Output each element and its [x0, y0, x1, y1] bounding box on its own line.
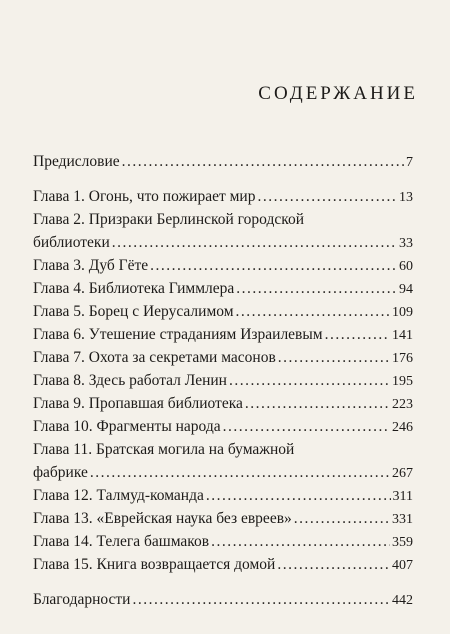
toc-leader-dots: [229, 369, 390, 392]
toc-leader-dots: [112, 231, 397, 254]
toc-entry-label: Глава 11. Братская могила на бумажной: [33, 441, 295, 458]
toc-entry-label: Глава 12. Талмуд-команда: [33, 487, 204, 504]
toc-leader-dots: [236, 277, 397, 300]
toc-entry-page: 13: [399, 190, 413, 205]
toc-leader-dots: [278, 346, 390, 369]
toc-leader-dots: [211, 530, 390, 553]
toc-leader-dots: [90, 461, 390, 484]
toc-entry-page: 60: [399, 259, 413, 274]
toc-entry: [33, 415, 413, 438]
toc-entry-label: Глава 15. Книга возвращается домой: [33, 556, 276, 573]
toc-leader-dots: [257, 185, 397, 208]
toc-leader-dots: [277, 553, 390, 576]
toc-entry-label: Предисловие: [33, 153, 120, 170]
toc-entry: [33, 300, 413, 323]
toc-entry-page: 33: [399, 236, 413, 251]
toc-entry: [33, 277, 413, 300]
toc-leader-dots: [294, 507, 390, 530]
toc-entry-page: 359: [392, 535, 413, 550]
toc-entry: [33, 346, 413, 369]
toc-leader-dots: [236, 300, 390, 323]
toc-entry-page: 7: [406, 155, 413, 170]
toc-entry-page: 311: [392, 489, 413, 504]
toc-leader-dots: [150, 254, 397, 277]
toc-leader-dots: [245, 392, 390, 415]
toc-entry-label: библиотеки: [33, 234, 110, 251]
toc-entry: [33, 150, 413, 173]
toc-entry-label: Глава 6. Утешение страданиям Израилевым: [33, 326, 323, 343]
toc-entry: [33, 507, 413, 530]
toc-leader-dots: [325, 323, 390, 346]
toc-entry: [33, 438, 413, 461]
toc-entry-page: 109: [392, 305, 413, 320]
toc-entry-page: 223: [392, 397, 413, 412]
show-through-text: [60, 60, 390, 71]
toc-entry: [33, 231, 413, 254]
toc-entry-label: Глава 14. Телега башмаков: [33, 533, 210, 550]
toc-entry-page: 267: [392, 466, 413, 481]
toc-entry-label: Благодарности: [33, 591, 131, 608]
show-through-text: [60, 48, 390, 59]
table-of-contents: [33, 150, 413, 611]
toc-entry-label: Глава 8. Здесь работал Ленин: [33, 372, 227, 389]
toc-entry-label: Глава 1. Огонь, что пожирает мир: [33, 188, 256, 205]
toc-entry-label: Глава 13. «Еврейская наука без евреев»: [33, 510, 292, 527]
toc-entry: [33, 530, 413, 553]
toc-entry-page: 141: [392, 328, 413, 343]
show-through-text: [60, 72, 390, 83]
toc-entry-label: Глава 5. Борец с Иерусалимом: [33, 303, 234, 320]
toc-entry-label: Глава 4. Библиотека Гиммлера: [33, 280, 235, 297]
toc-leader-dots: [223, 415, 390, 438]
toc-entry: [33, 185, 413, 208]
toc-leader-dots: [132, 588, 390, 611]
toc-entry-page: 176: [392, 351, 413, 366]
toc-entry-page: 195: [392, 374, 413, 389]
toc-entry-label: Глава 7. Охота за секретами масонов: [33, 349, 276, 366]
toc-entry: [33, 553, 413, 576]
toc-entry: [33, 484, 413, 507]
toc-entry: [33, 254, 413, 277]
page-title: СОДЕРЖАНИЕ: [258, 83, 418, 104]
toc-entry-label: фабрике: [33, 464, 88, 481]
toc-entry: [33, 369, 413, 392]
toc-leader-dots: [206, 484, 391, 507]
toc-entry: [33, 208, 413, 231]
toc-entry: [33, 392, 413, 415]
toc-entry-page: 442: [392, 593, 413, 608]
toc-entry-label: Глава 2. Призраки Берлинской городской: [33, 211, 304, 228]
toc-leader-dots: [122, 150, 404, 173]
toc-entry-page: 331: [392, 512, 413, 527]
toc-entry-page: 246: [392, 420, 413, 435]
toc-entry-label: Глава 10. Фрагменты народа: [33, 418, 221, 435]
toc-entry: [33, 323, 413, 346]
toc-entry-page: 407: [392, 558, 413, 573]
toc-entry-label: Глава 3. Дуб Гёте: [33, 257, 149, 274]
toc-entry: [33, 588, 413, 611]
toc-entry-page: 94: [399, 282, 413, 297]
toc-entry-label: Глава 9. Пропавшая библиотека: [33, 395, 243, 412]
toc-entry: [33, 461, 413, 484]
